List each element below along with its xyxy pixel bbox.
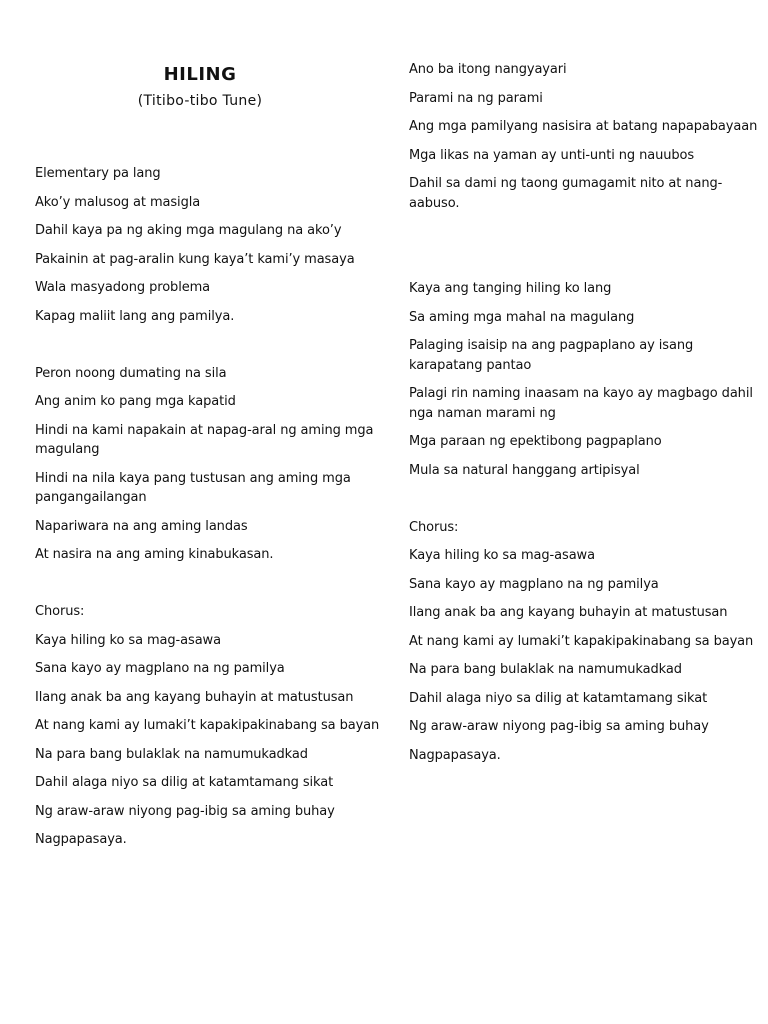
lyric-line: Elementary pa lang	[35, 166, 161, 181]
lyric-line: At nang kami ay lumaki’t kapakipakinabang sa bayan	[35, 718, 380, 733]
lyric-line: At nasira na ang aming kinabukasan.	[35, 547, 274, 562]
lyric-line: Na para bang bulaklak na namumukadkad	[35, 746, 308, 762]
lyric-line: Dahil alaga niyo sa dilig at katamtamang sikat	[409, 690, 708, 706]
lyric-line: Hindi na nila kaya pang tustusan ang aming mga pangangailangan	[35, 470, 351, 505]
lyric-line: Mga likas na yaman ay unti-unti ng nauubos	[409, 147, 695, 163]
chorus-label: Chorus:	[409, 519, 459, 535]
lyric-line: Kapag maliit lang ang pamilya.	[35, 308, 235, 324]
stanza-gap	[409, 251, 759, 280]
stanza-gap	[409, 489, 759, 518]
lyric-line: Peron noong dumating na sila	[35, 365, 227, 381]
lyric-line: Palagi rin naming inaasam na kayo ay magbago dahil nga naman marami ng	[409, 386, 753, 421]
lyric-line: Sana kayo ay magplano na ng pamilya	[409, 576, 659, 592]
lyric-line: Dahil sa dami ng taong gumagamit nito at nang-aabuso.	[409, 176, 723, 211]
lyric-line: Ng araw-araw niyong pag-ibig sa aming buhay	[409, 719, 709, 734]
lyric-line: Kaya ang tanging hiling ko lang	[409, 281, 612, 296]
lyric-line: Kaya hiling ko sa mag-asawa	[409, 548, 595, 563]
lyric-line: Nagpapasaya.	[35, 832, 127, 847]
lyric-line: Ilang anak ba ang kayang buhayin at matustusan	[35, 689, 354, 705]
lyric-line: Palaging isaisip na ang pagpaplano ay isang karapatang pantao	[409, 338, 694, 373]
right-lyrics	[409, 60, 759, 774]
stanza-gap	[35, 574, 385, 603]
lyric-line: Ano ba itong nangyayari	[409, 62, 567, 77]
lyric-line: Sana kayo ay magplano na ng pamilya	[35, 661, 285, 676]
lyric-line: Na para bang bulaklak na namumukadkad	[409, 662, 682, 677]
chorus-label: Chorus:	[35, 604, 85, 619]
lyric-line: Nagpapasaya.	[409, 747, 501, 763]
lyric-line: Hindi na kami napakain at napag-aral ng aming mga magulang	[35, 422, 374, 457]
stanza-gap	[409, 222, 759, 251]
lyric-line: Ang mga pamilyang nasisira at batang napapabayaan	[409, 119, 758, 134]
lyric-line: Dahil kaya pa ng aking mga magulang na ako’y	[35, 223, 342, 238]
lyric-line: At nang kami ay lumaki’t kapakipakinabang sa bayan	[409, 633, 754, 649]
lyric-line: Kaya hiling ko sa mag-asawa	[35, 632, 221, 648]
lyric-line: Ako’y malusog at masigla	[35, 194, 201, 210]
lyric-line: Napariwara na ang aming landas	[35, 518, 248, 534]
left-lyrics	[35, 164, 385, 859]
lyric-line: Ilang anak ba ang kayang buhayin at matustusan	[409, 605, 728, 620]
stanza-gap	[35, 335, 385, 364]
song-title: HILING	[163, 64, 237, 85]
lyric-line: Parami na ng parami	[409, 90, 543, 106]
song-subtitle: (Titibo-tibo Tune)	[137, 93, 263, 109]
lyric-line: Wala masyadong problema	[35, 280, 211, 295]
lyric-line: Sa aming mga mahal na magulang	[409, 309, 635, 325]
lyric-line: Ang anim ko pang mga kapatid	[35, 394, 236, 409]
lyric-line: Ng araw-araw niyong pag-ibig sa aming buhay	[35, 803, 335, 819]
lyric-line: Mula sa natural hanggang artipisyal	[409, 462, 640, 478]
lyric-line: Dahil alaga niyo sa dilig at katamtamang sikat	[35, 775, 334, 790]
lyric-line: Mga paraan ng epektibong pagpaplano	[409, 434, 662, 449]
lyric-line: Pakainin at pag-aralin kung kaya’t kami’y masaya	[35, 251, 355, 267]
